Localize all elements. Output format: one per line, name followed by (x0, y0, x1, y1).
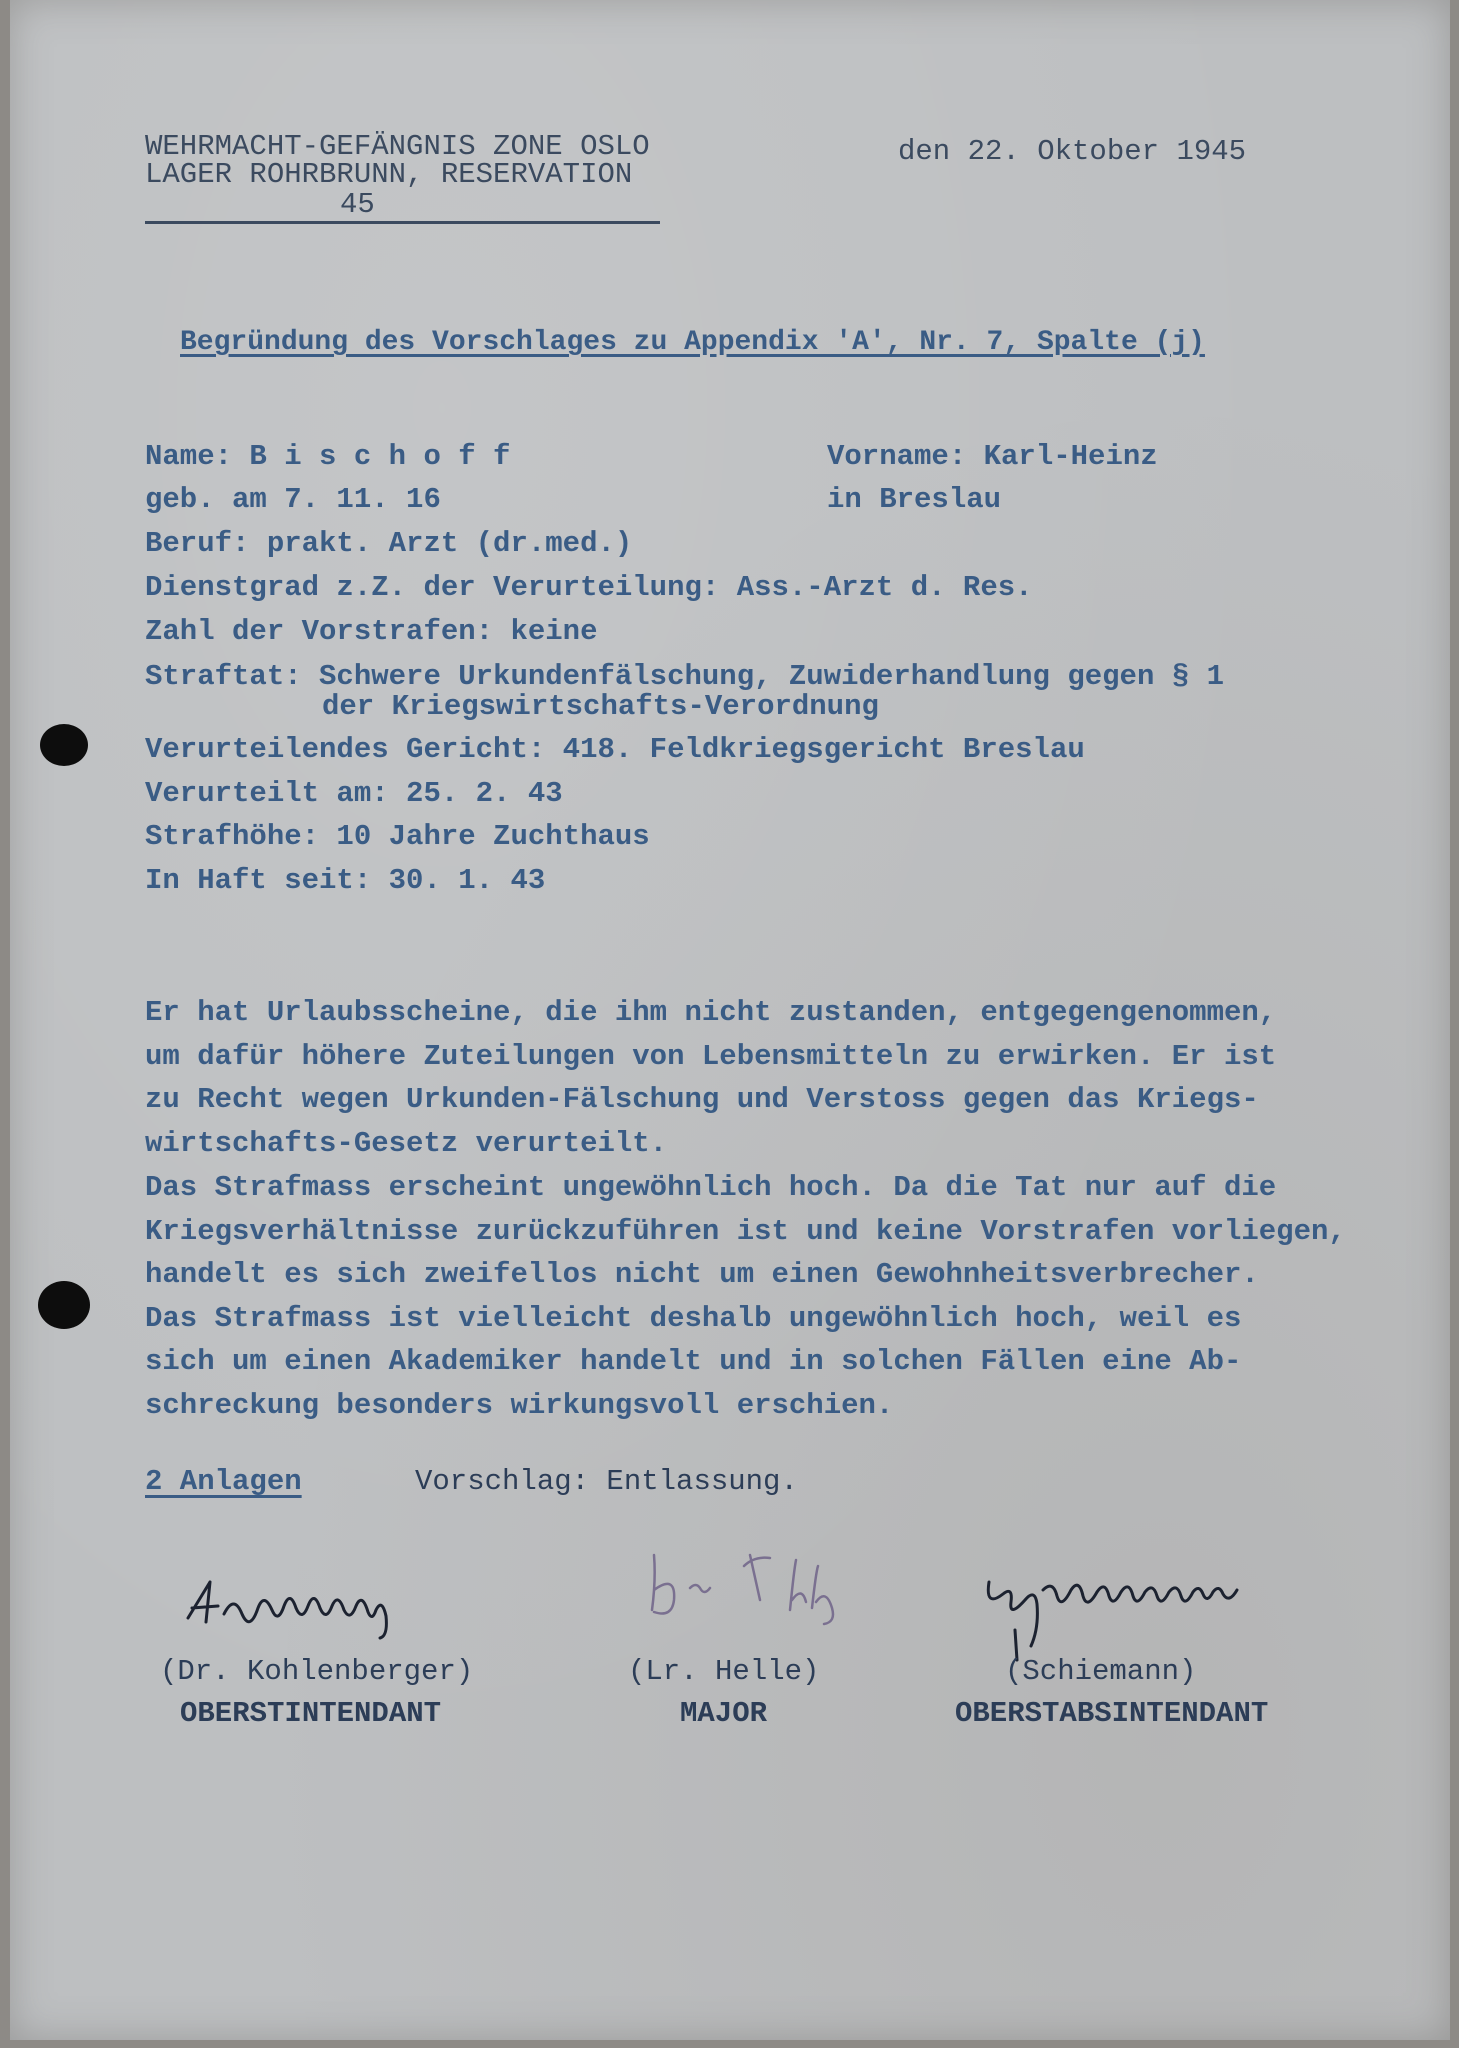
signatory-name-3: (Schiemann) (1005, 1655, 1197, 1688)
date: den 22. Oktober 1945 (898, 135, 1247, 168)
body-line: Das Strafmass ist vielleicht deshalb ungewöhnlich hoch, weil es (145, 1302, 1242, 1335)
signatory-name-1: (Dr. Kohlenberger) (160, 1655, 474, 1688)
field-geb: geb. am 7. 11. 16 (145, 483, 441, 516)
field-haft: In Haft seit: 30. 1. 43 (145, 864, 546, 897)
field-beruf: Beruf: prakt. Arzt (dr.med.) (145, 527, 633, 560)
field-straftat: Straftat: Schwere Urkundenfälschung, Zuwiderhandlung gegen § 1 (145, 660, 1224, 693)
field-vorstrafen: Zahl der Vorstrafen: keine (145, 615, 598, 648)
field-vorname: Vorname: Karl-Heinz (827, 440, 1158, 473)
body-line: um dafür höhere Zuteilungen von Lebensmitteln zu erwirken. Er ist (145, 1040, 1277, 1073)
org-line-2: LAGER ROHRBRUNN, RESERVATION (145, 158, 633, 191)
signature-helle (640, 1530, 870, 1650)
body-line: schreckung besonders wirkungsvoll erschien. (145, 1389, 894, 1422)
page-title: Begründung des Vorschlages zu Appendix 'A', Nr. 7, Spalte (j) (180, 327, 1205, 358)
body-line: zu Recht wegen Urkunden-Fälschung und Verstoss gegen das Kriegs- (145, 1083, 1259, 1116)
signatory-rank-2: MAJOR (680, 1697, 768, 1730)
signatory-rank-1: OBERSTINTENDANT (180, 1697, 442, 1730)
field-gericht: Verurteilendes Gericht: 418. Feldkriegsgericht Breslau (145, 733, 1085, 766)
field-dienstgrad: Dienstgrad z.Z. der Verurteilung: Ass.-Arzt d. Res. (145, 571, 1033, 604)
field-straftat-cont: der Kriegswirtschafts-Verordnung (322, 690, 879, 723)
signatory-rank-3: OBERSTABSINTENDANT (955, 1697, 1269, 1730)
body-line: Das Strafmass erscheint ungewöhnlich hoch. Da die Tat nur auf die (145, 1171, 1277, 1204)
document-page (10, 0, 1450, 2040)
signature-schiemann (975, 1560, 1355, 1670)
signature-kohlenberger (180, 1560, 460, 1650)
attachments: 2 Anlagen (145, 1465, 302, 1498)
body-line: Er hat Urlaubsscheine, die ihm nicht zustanden, entgegengenommen, (145, 996, 1277, 1029)
punch-hole (38, 1281, 90, 1329)
signatory-name-2: (Lr. Helle) (628, 1655, 820, 1688)
body-line: wirtschafts-Gesetz verurteilt. (145, 1127, 668, 1160)
org-line-1: WEHRMACHT-GEFÄNGNIS ZONE OSLO (145, 130, 650, 163)
body-line: handelt es sich zweifellos nicht um einen Gewohnheitsverbrecher. (145, 1258, 1259, 1291)
org-line-3: 45 (340, 188, 375, 221)
header-rule (145, 221, 660, 224)
field-verurteilt: Verurteilt am: 25. 2. 43 (145, 777, 563, 810)
field-geb-ort: in Breslau (827, 483, 1002, 516)
body-line: sich um einen Akademiker handelt und in solchen Fällen eine Ab- (145, 1345, 1242, 1378)
field-name: Name: B i s c h o f f (145, 440, 511, 473)
field-strafhoehe: Strafhöhe: 10 Jahre Zuchthaus (145, 820, 650, 853)
punch-hole (40, 724, 88, 766)
body-line: Kriegsverhältnisse zurückzuführen ist und keine Vorstrafen vorliegen, (145, 1215, 1346, 1248)
proposal: Vorschlag: Entlassung. (415, 1465, 798, 1498)
